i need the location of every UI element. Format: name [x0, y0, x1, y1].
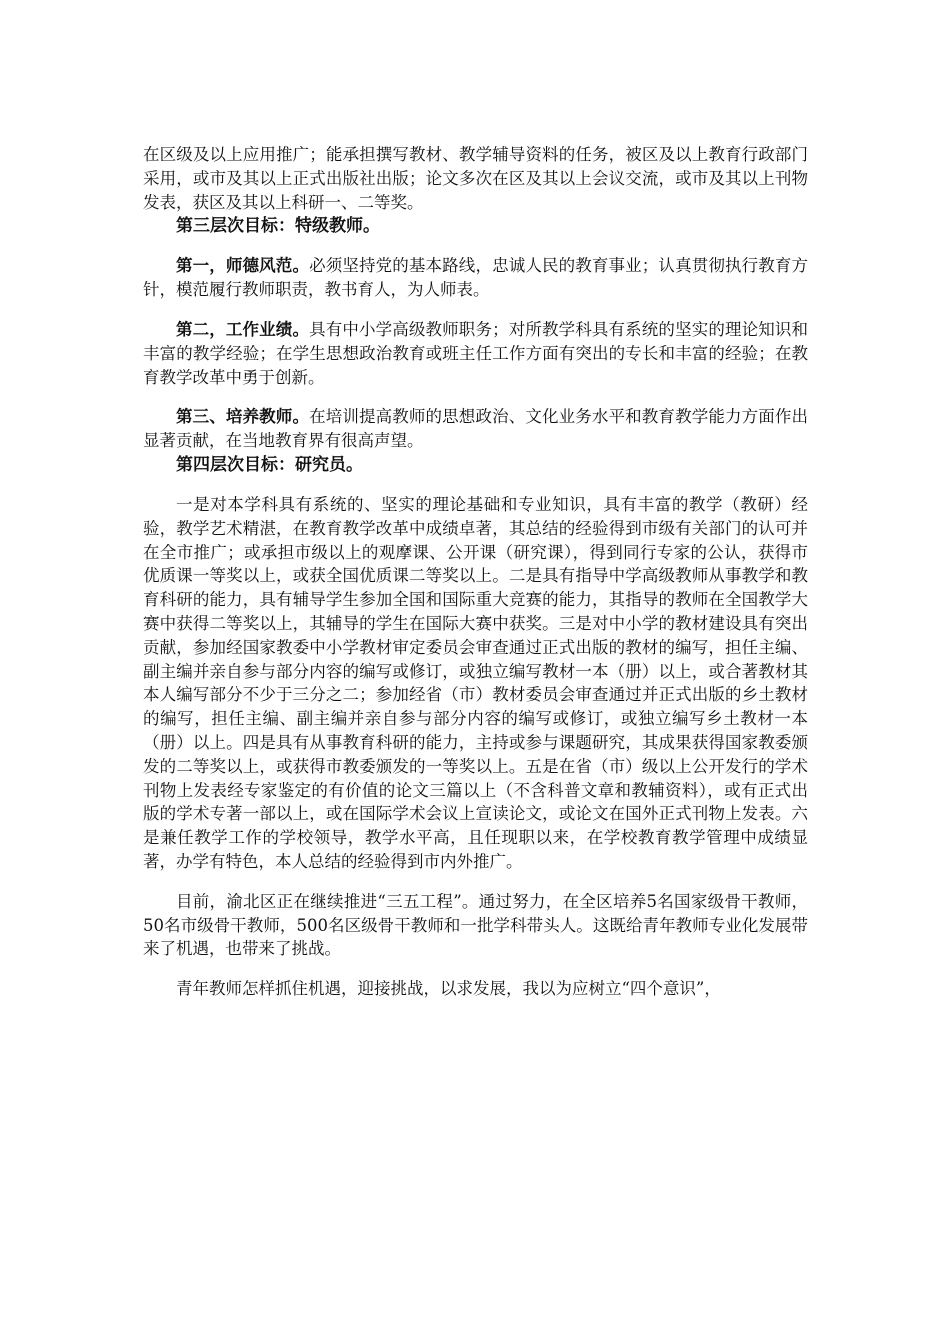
- research-criteria-paragraph: 一是对本学科具有系统的、坚实的理论基础和专业知识，具有丰富的教学（教研）经验，教学艺术精湛，在教育教学改革中成绩卓著，其总结的经验得到市级有关部门的认可并在全市推广；或承担市级以上的观摩课、公开课（研究课），得到同行专家的公认，获得市优质课一等奖以上，或获全国优质课二等奖以上。二是具有指导中学高级教师从事教学和教育科研的能力，具有辅导学生参加全国和国际重大竞赛的能力，其指导的教师在全国教学大赛中获得二等奖以上，其辅导的学生在国际大赛中获奖。三是对中小学的教材建设具有突出贡献，参加经国家教委中小学教材审定委员会审查通过正式出版的教材的编写，担任主编、副主编并亲自参与部分内容的编写或修订，或独立编写教材一本（册）以上，或合著教材其本人编写部分不少于三分之二；参加经省（市）教材委员会审查通过并正式出版的乡土教材的编写，担任主编、副主编并亲自参与部分内容的编写或修订，或独立编写乡土教材一本（册）以上。四是具有从事教育科研的能力，主持或参与课题研究，其成果获得国家教委颁发的二等奖以上，或获得市教委颁发的一等奖以上。五是在省（市）级以上公开发行的学术刊物上发表经专家鉴定的有价值的论文三篇以上（不含科普文章和教辅资料），或有正式出版的学术专著一部以上，或在国际学术会议上宣读论文，或论文在国外正式刊物上发表。六是兼任教学工作的学校领导，教学水平高，且任现职以来，在学校教育教学管理中成绩显著，办学有特色，本人总结的经验得到市内外推广。: [143, 494, 808, 871]
- criterion-text-performance: 具有中小学高级教师职务；对所教学科具有系统的坚实的理论知识和丰富的教学经验；在学生思想政治教育或班主任工作方面有突出的专长和丰富的经验；在教育教学改革中勇于创新。: [143, 319, 809, 387]
- document-page: [143, 143, 808, 1001]
- criterion-paragraph-ethics: [143, 254, 808, 302]
- closing-paragraph: 青年教师怎样抓住机遇，迎接挑战，以求发展，我以为应树立“四个意识”，: [176, 979, 721, 999]
- criterion-paragraph-training: [143, 405, 808, 453]
- criterion-lead-training: 第三、培养教师。: [176, 407, 310, 427]
- criterion-lead-ethics: 第一，师德风范。: [176, 256, 310, 276]
- section-heading-level-4: 第四层次目标：研究员。: [176, 454, 363, 475]
- criterion-paragraph-performance: [143, 318, 808, 389]
- current-situation-paragraph: 目前，渝北区正在继续推进“三五工程”。通过努力，在全区培养5名国家级骨干教师，50名市级骨干教师，500名区级骨干教师和一批学科带头人。这既给青年教师专业化发展带来了机遇，也带来了挑战。: [143, 891, 808, 959]
- body-paragraph-continued: 在区级及以上应用推广；能承担撰写教材、教学辅导资料的任务，被区及以上教育行政部门采用，或市及其以上正式出版社出版；论文多次在区及其以上会议交流，或市及其以上刊物发表，获区及其以上科研一、二等奖。: [143, 145, 808, 212]
- criterion-text-training: 在培训提高教师的思想政治、文化业务水平和教育教学能力方面作出显著贡献，在当地教育界有很高声望。: [143, 407, 809, 451]
- criterion-lead-performance: 第二，工作业绩。: [176, 319, 310, 339]
- criterion-text-ethics: 必须坚持党的基本路线，忠诚人民的教育事业；认真贯彻执行教育方针，模范履行教师职责，教书育人，为人师表。: [143, 256, 809, 300]
- section-heading-level-3: 第三层次目标：特级教师。: [176, 216, 380, 237]
